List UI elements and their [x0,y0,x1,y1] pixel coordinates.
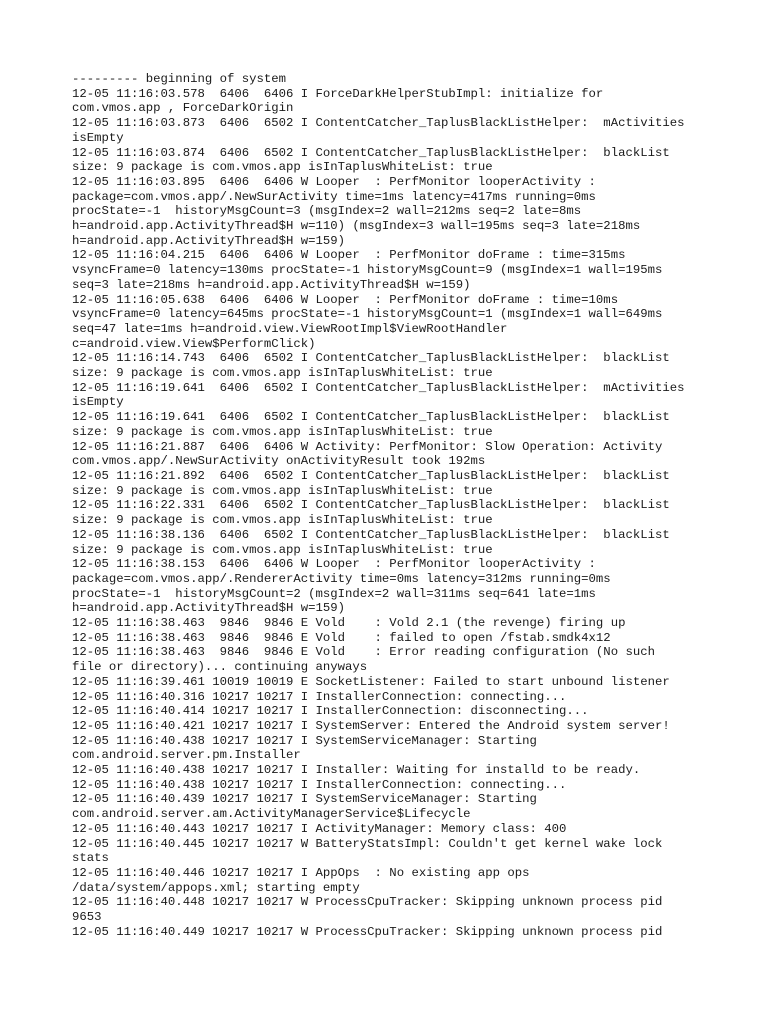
log-line: 12-05 11:16:40.438 10217 10217 I SystemServiceManager: Starting [72,733,537,748]
log-line: package=com.vmos.app/.RendererActivity time=0ms latency=312ms running=0ms [72,571,611,586]
log-line: vsyncFrame=0 latency=645ms procState=-1 historyMsgCount=1 (msgIndex=1 wall=649ms [72,307,663,322]
log-line: /data/system/appops.xml; starting empty [72,880,360,895]
log-line: 12-05 11:16:38.463 9846 9846 E Vold : failed to open /fstab.smdk4x12 [72,630,611,645]
log-line: 12-05 11:16:14.743 6406 6502 I ContentCatcher_TaplusBlackListHelper: blackList [72,351,670,366]
log-line: size: 9 package is com.vmos.app isInTaplusWhiteList: true [72,542,493,557]
log-line: 12-05 11:16:40.439 10217 10217 I SystemServiceManager: Starting [72,792,537,807]
log-line: 12-05 11:16:40.316 10217 10217 I InstallerConnection: connecting... [72,689,567,704]
log-line: vsyncFrame=0 latency=130ms procState=-1 historyMsgCount=9 (msgIndex=1 wall=195ms [72,263,663,278]
log-line: 12-05 11:16:40.438 10217 10217 I Installer: Waiting for installd to be ready. [72,763,641,778]
log-line: c=android.view.View$PerformClick) [72,336,316,351]
log-line: stats [72,851,109,866]
log-line: com.vmos.app/.NewSurActivity onActivityResult took 192ms [72,454,486,469]
log-line: 12-05 11:16:05.638 6406 6406 W Looper : PerfMonitor doFrame : time=10ms [72,292,619,307]
log-line: 12-05 11:16:21.887 6406 6406 W Activity: PerfMonitor: Slow Operation: Activity [72,439,663,454]
log-line: 12-05 11:16:19.641 6406 6502 I ContentCatcher_TaplusBlackListHelper: blackList [72,410,670,425]
log-line: 12-05 11:16:22.331 6406 6502 I ContentCatcher_TaplusBlackListHelper: blackList [72,498,670,513]
log-line: com.vmos.app , ForceDarkOrigin [72,101,294,116]
log-line: 12-05 11:16:03.874 6406 6502 I ContentCatcher_TaplusBlackListHelper: blackList [72,145,670,160]
log-line: h=android.app.ActivityThread$H w=110) (msgIndex=3 wall=195ms seq=3 late=218ms [72,219,641,234]
log-line: isEmpty [72,395,124,410]
log-line: 12-05 11:16:04.215 6406 6406 W Looper : PerfMonitor doFrame : time=315ms [72,248,626,263]
log-line: 12-05 11:16:19.641 6406 6502 I ContentCatcher_TaplusBlackListHelper: mActivities [72,380,685,395]
log-line: size: 9 package is com.vmos.app isInTaplusWhiteList: true [72,483,493,498]
log-line: size: 9 package is com.vmos.app isInTaplusWhiteList: true [72,366,493,381]
log-line: 12-05 11:16:03.873 6406 6502 I ContentCatcher_TaplusBlackListHelper: mActivities [72,116,685,131]
log-line: com.android.server.pm.Installer [72,748,301,763]
log-line: 12-05 11:16:40.445 10217 10217 W BatteryStatsImpl: Couldn't get kernel wake lock [72,836,663,851]
log-line: 12-05 11:16:21.892 6406 6502 I ContentCatcher_TaplusBlackListHelper: blackList [72,468,670,483]
log-line: size: 9 package is com.vmos.app isInTaplusWhiteList: true [72,424,493,439]
log-line: h=android.app.ActivityThread$H w=159) [72,601,346,616]
log-line: package=com.vmos.app/.NewSurActivity time=1ms latency=417ms running=0ms [72,189,596,204]
log-line: 12-05 11:16:03.895 6406 6406 W Looper : PerfMonitor looperActivity : [72,174,596,189]
log-document [72,72,712,939]
log-line: 12-05 11:16:38.463 9846 9846 E Vold : Vold 2.1 (the revenge) firing up [72,616,626,631]
log-line: 9653 [72,910,102,925]
log-line: 12-05 11:16:40.414 10217 10217 I InstallerConnection: disconnecting... [72,704,589,719]
log-line: 12-05 11:16:40.446 10217 10217 I AppOps : No existing app ops [72,865,530,880]
log-line: 12-05 11:16:40.438 10217 10217 I InstallerConnection: connecting... [72,777,567,792]
log-line: --------- beginning of system [72,72,287,86]
log-line: 12-05 11:16:40.443 10217 10217 I ActivityManager: Memory class: 400 [72,821,567,836]
log-line: size: 9 package is com.vmos.app isInTaplusWhiteList: true [72,513,493,528]
log-line: 12-05 11:16:03.578 6406 6406 I ForceDarkHelperStubImpl: initialize for [72,86,604,101]
log-line: 12-05 11:16:40.448 10217 10217 W ProcessCpuTracker: Skipping unknown process pid [72,895,663,910]
log-line: seq=47 late=1ms h=android.view.ViewRootImpl$ViewRootHandler [72,321,508,336]
log-line: 12-05 11:16:40.421 10217 10217 I SystemServer: Entered the Android system server! [72,718,670,733]
log-line: seq=3 late=218ms h=android.app.ActivityThread$H w=159) [72,277,471,292]
log-line: com.android.server.am.ActivityManagerService$Lifecycle [72,807,471,822]
log-line: size: 9 package is com.vmos.app isInTaplusWhiteList: true [72,160,493,175]
log-line: procState=-1 historyMsgCount=3 (msgIndex=2 wall=212ms seq=2 late=8ms [72,204,582,219]
log-line: h=android.app.ActivityThread$H w=159) [72,233,346,248]
log-line: file or directory)... continuing anyways [72,660,368,675]
log-line: 12-05 11:16:38.136 6406 6502 I ContentCatcher_TaplusBlackListHelper: blackList [72,527,670,542]
log-line: 12-05 11:16:40.449 10217 10217 W ProcessCpuTracker: Skipping unknown process pid [72,924,663,939]
log-line: procState=-1 historyMsgCount=2 (msgIndex=2 wall=311ms seq=641 late=1ms [72,586,596,601]
log-line: isEmpty [72,130,124,145]
log-line: 12-05 11:16:39.461 10019 10019 E SocketListener: Failed to start unbound listener [72,674,670,689]
log-line: 12-05 11:16:38.153 6406 6406 W Looper : PerfMonitor looperActivity : [72,557,596,572]
log-line: 12-05 11:16:38.463 9846 9846 E Vold : Error reading configuration (No such [72,645,655,660]
